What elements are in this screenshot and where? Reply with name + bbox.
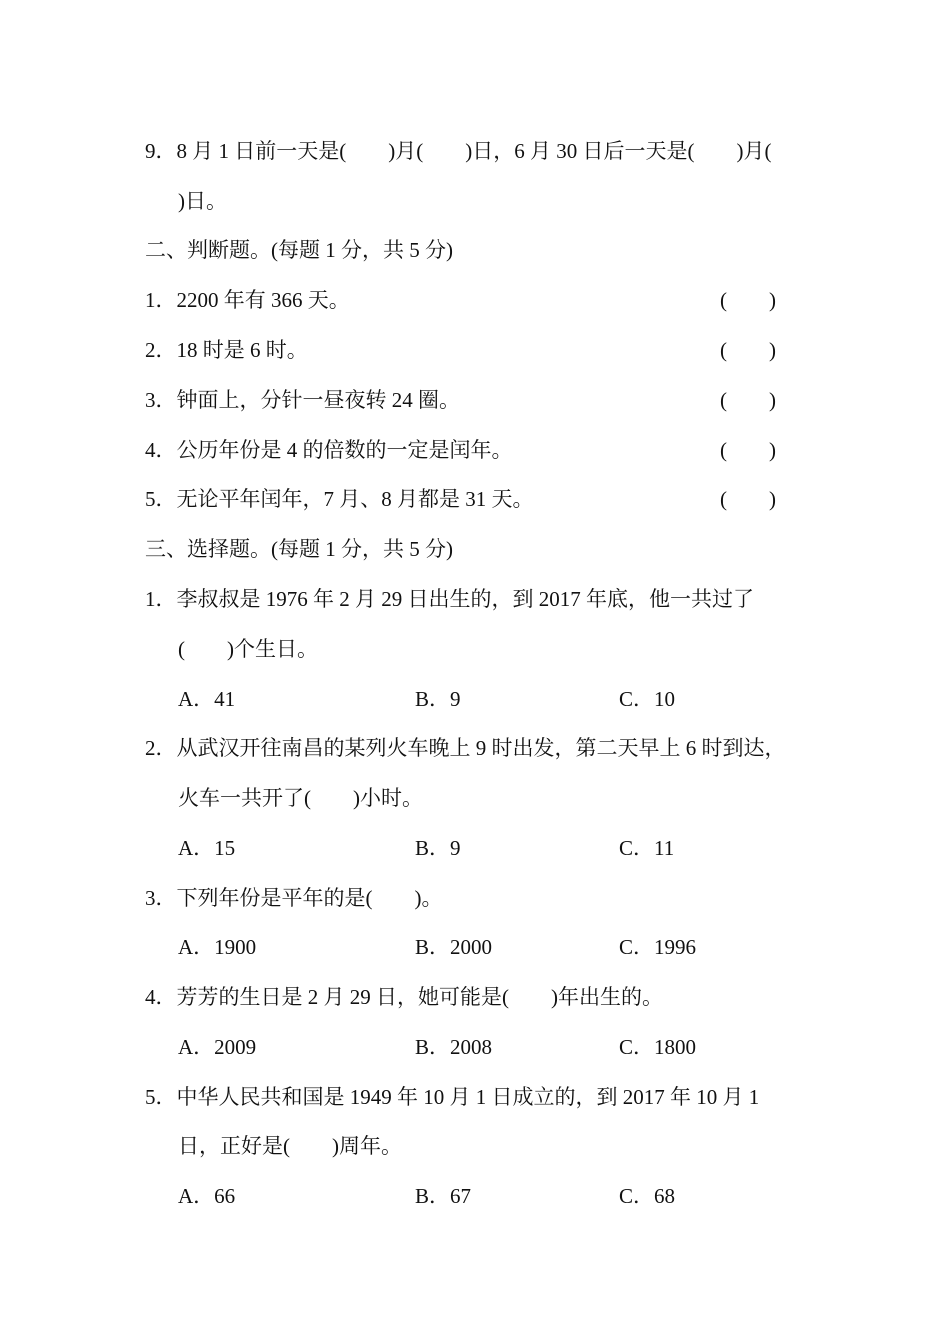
- section2-heading: 二、判断题。(每题 1 分，共 5 分): [145, 238, 453, 262]
- choice-q3-option-c: C．1996: [619, 935, 697, 959]
- choice-q5-option-c: C．68: [619, 1184, 676, 1208]
- choice-q3-line1: 3．下列年份是平年的是( )。: [145, 886, 443, 910]
- choice-q3-option-a: A．1900: [178, 935, 257, 959]
- choice-q2-option-a: A．15: [178, 836, 236, 860]
- judge-item-3: 3．钟面上，分针一昼夜转 24 圈。: [145, 388, 460, 412]
- judge-item-5: 5．无论平年闰年，7 月、8 月都是 31 天。: [145, 487, 534, 511]
- choice-q4-line1: 4．芳芳的生日是 2 月 29 日，她可能是( )年出生的。: [145, 985, 663, 1009]
- judge-blank-3: ( ): [720, 388, 776, 412]
- choice-q1-line2: ( )个生日。: [178, 637, 318, 661]
- judge-blank-1: ( ): [720, 288, 776, 312]
- choice-q5-line2: 日，正好是( )周年。: [178, 1134, 402, 1158]
- choice-q2-option-b: B．9: [415, 836, 461, 860]
- choice-q1-line1: 1．李叔叔是 1976 年 2 月 29 日出生的，到 2017 年底，他一共过了: [145, 587, 754, 611]
- judge-blank-5: ( ): [720, 487, 776, 511]
- question-9-line1: 9．8 月 1 日前一天是( )月( )日，6 月 30 日后一天是( )月(: [145, 139, 772, 163]
- choice-q3-option-b: B．2000: [415, 935, 493, 959]
- choice-q2-line2: 火车一共开了( )小时。: [178, 786, 423, 810]
- choice-q2-option-c: C．11: [619, 836, 675, 860]
- question-9-line2: )日。: [178, 189, 227, 213]
- choice-q4-option-c: C．1800: [619, 1035, 697, 1059]
- choice-q2-line1: 2．从武汉开往南昌的某列火车晚上 9 时出发，第二天早上 6 时到达，: [145, 736, 786, 760]
- choice-q1-option-c: C．10: [619, 687, 676, 711]
- judge-blank-4: ( ): [720, 438, 776, 462]
- choice-q4-option-b: B．2008: [415, 1035, 493, 1059]
- choice-q5-line1: 5．中华人民共和国是 1949 年 10 月 1 日成立的，到 2017 年 10 月 1: [145, 1085, 760, 1109]
- section3-heading: 三、选择题。(每题 1 分，共 5 分): [145, 537, 453, 561]
- choice-q1-option-a: A．41: [178, 687, 236, 711]
- choice-q4-option-a: A．2009: [178, 1035, 257, 1059]
- choice-q5-option-b: B．67: [415, 1184, 472, 1208]
- judge-item-4: 4．公历年份是 4 的倍数的一定是闰年。: [145, 438, 513, 462]
- judge-item-1: 1．2200 年有 366 天。: [145, 288, 350, 312]
- judge-blank-2: ( ): [720, 338, 776, 362]
- choice-q5-option-a: A．66: [178, 1184, 236, 1208]
- judge-item-2: 2．18 时是 6 时。: [145, 338, 308, 362]
- choice-q1-option-b: B．9: [415, 687, 461, 711]
